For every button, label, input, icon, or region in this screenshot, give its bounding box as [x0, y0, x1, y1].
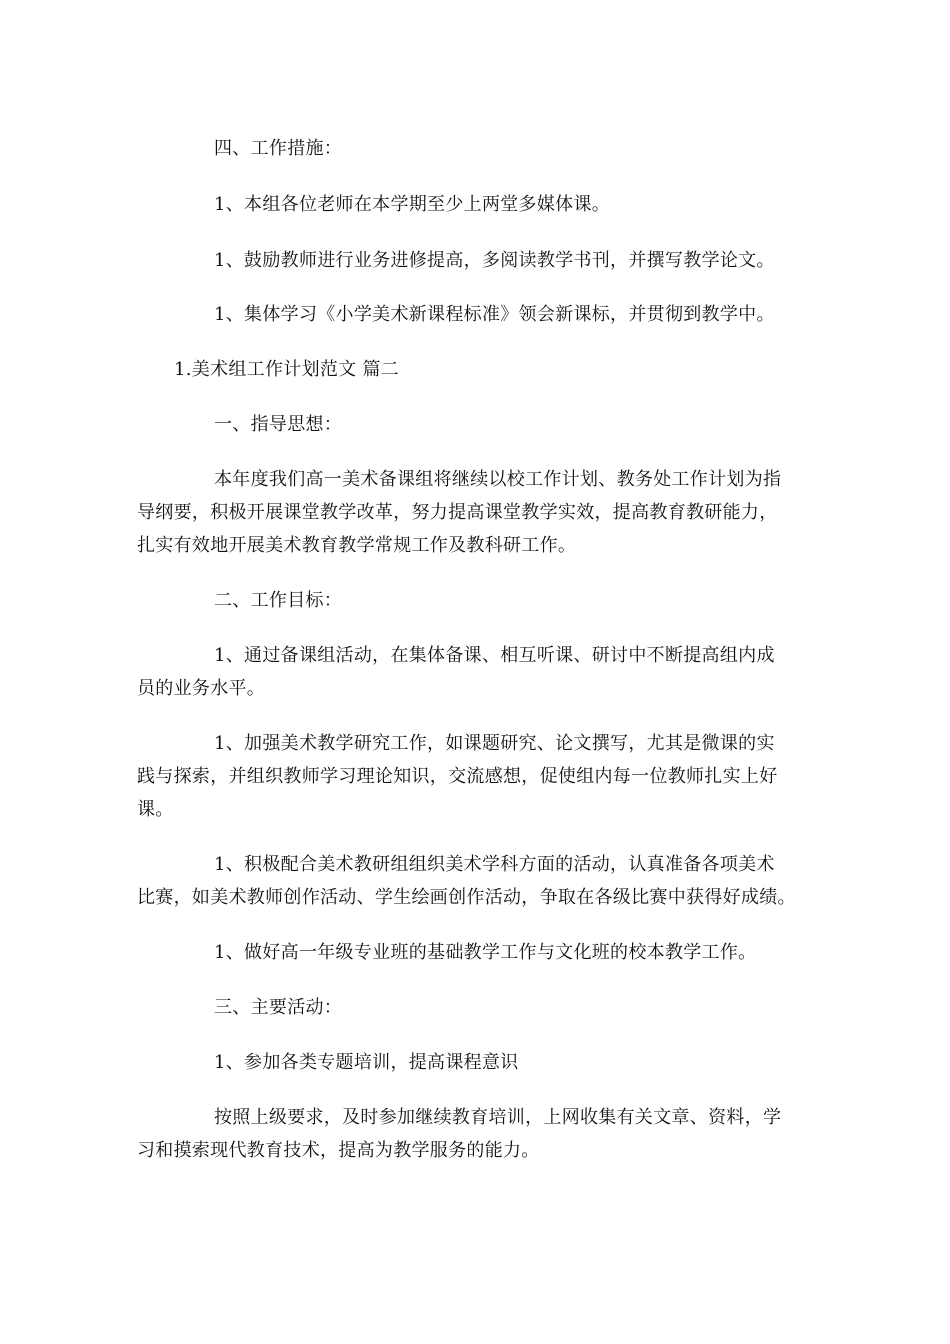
- goal-item-line: 比赛，如美术教师创作活动、学生绘画创作活动，争取在各级比赛中获得好成绩。: [137, 887, 796, 908]
- paragraph-line: 习和摸索现代教育技术，提高为教学服务的能力。: [137, 1140, 540, 1161]
- goal-item-line: 1、做好高一年级专业班的基础教学工作与文化班的校本教学工作。: [214, 942, 757, 963]
- paragraph-line: 扎实有效地开展美术教育教学常规工作及教科研工作。: [137, 535, 577, 556]
- paragraph-line: 导纲要，积极开展课堂教学改革，努力提高课堂教学实效，提高教育教研能力，: [137, 502, 778, 523]
- goal-item-line: 1、通过备课组活动，在集体备课、相互听课、研讨中不断提高组内成: [214, 645, 775, 666]
- section-heading-measures: 四、工作措施：: [214, 138, 343, 159]
- measure-item-multimedia: 1、本组各位老师在本学期至少上两堂多媒体课。: [214, 194, 611, 215]
- goal-item-line: 践与探索，并组织教师学习理论知识，交流感想，促使组内每一位教师扎实上好: [137, 766, 778, 787]
- paragraph-line: 本年度我们高一美术备课组将继续以校工作计划、教务处工作计划为指: [214, 469, 782, 490]
- measure-item-study: 1、鼓励教师进行业务进修提高，多阅读教学书刊，并撰写教学论文。: [214, 250, 775, 271]
- goal-item-line: 1、加强美术教学研究工作，如课题研究、论文撰写，尤其是微课的实: [214, 733, 775, 754]
- article-title: 1.美术组工作计划范文 篇二: [174, 359, 400, 380]
- goal-item-line: 1、积极配合美术教研组组织美术学科方面的活动，认真准备各项美术: [214, 854, 775, 875]
- goal-item-line: 员的业务水平。: [137, 678, 266, 699]
- activity-item-title: 1、参加各类专题培训，提高课程意识: [214, 1052, 519, 1073]
- section-heading-goals: 二、工作目标：: [214, 590, 343, 611]
- paragraph-line: 按照上级要求，及时参加继续教育培训，上网收集有关文章、资料，学: [214, 1107, 782, 1128]
- goal-item-line: 课。: [137, 799, 174, 820]
- measure-item-standards: 1、集体学习《小学美术新课程标准》领会新课标，并贯彻到教学中。: [214, 304, 775, 325]
- section-heading-guiding: 一、指导思想：: [214, 414, 343, 435]
- section-heading-activities: 三、主要活动：: [214, 997, 343, 1018]
